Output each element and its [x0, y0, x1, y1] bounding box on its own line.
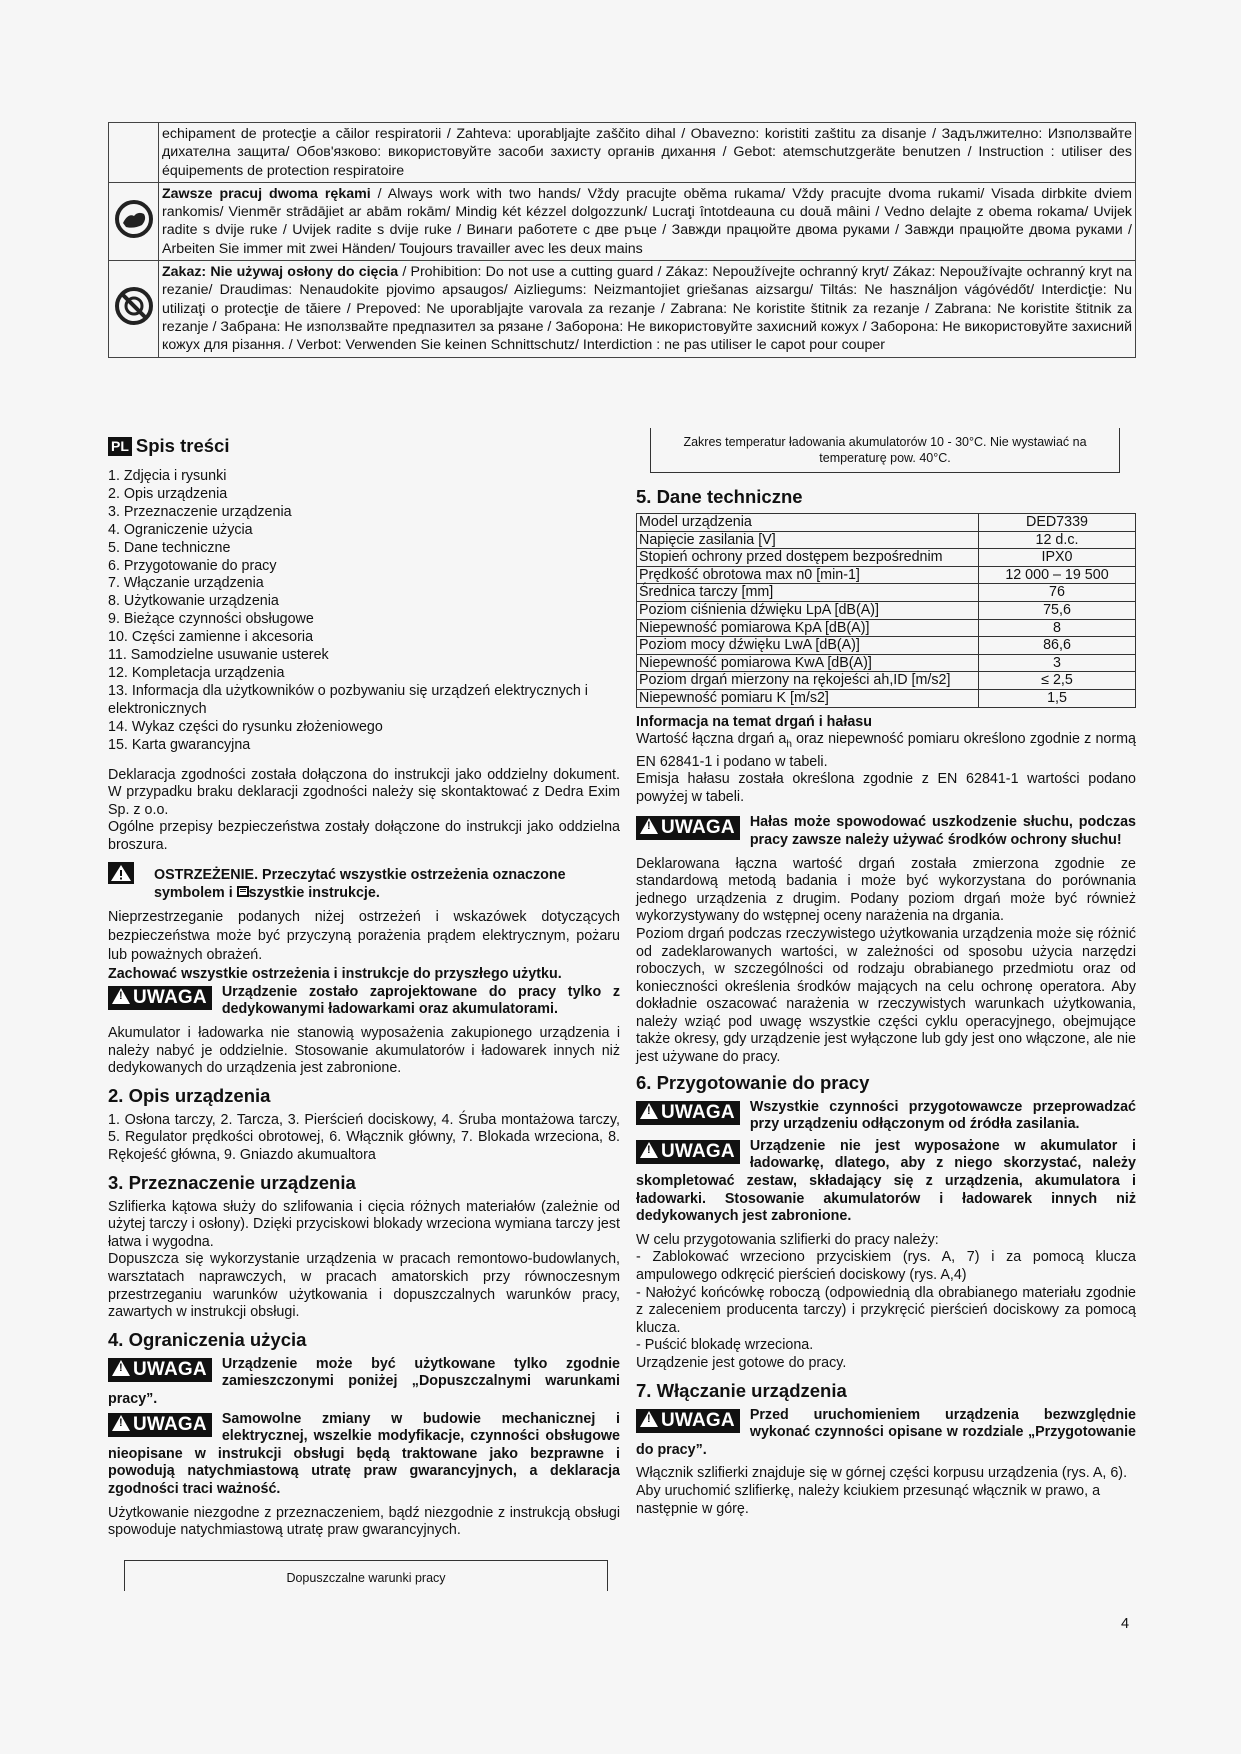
section-7-p2: Aby uruchomić szlifierkę, należy kciukiem przesunąć włącznik w prawo, a następnie w górę.	[636, 1482, 1101, 1517]
warning-block-2	[108, 1356, 620, 1409]
spec-label: Prędkość obrotowa max n0 [min-1]	[637, 566, 979, 584]
list-item: 6. Przygotowanie do pracy	[108, 557, 277, 574]
spec-value: 8	[979, 619, 1136, 637]
vibration-p4: Poziom drgań podczas rzeczywistego użytkowania urządzenia może się różnić od zadeklarowanych wartości, w zależności od sposobu użycia narzędzi roboczych, w szczególności od rodzaju obrabianego przedmiotu oraz od konieczności określenia środków mających na celu ochronę operatora. Aby dokładnie oszacować narażenia w rzeczywistych warunkach użytkowania, należy wziąć pod uwagę wszystkie części cyklu operacyjnego, obejmujące także okresy, gdy urządzenie jest wyłączone lub gdy jest ono włączone, ale nie jest używane do pracy.	[636, 925, 1136, 1066]
table-row	[109, 123, 1136, 183]
ostrzezenie-block	[108, 862, 620, 902]
pl-badge: PL	[108, 437, 132, 456]
list-item: 13. Informacja dla użytkowników o pozbywaniu się urządzeń elektrycznych i elektronicznych	[108, 682, 588, 717]
section-3-p1: Szlifierka kątowa służy do szlifowania i cięcia różnych materiałów (zależnie od użytej tarczy i osłony). Dzięki przyciskowi blokady wrzeciona wymiana tarczy jest łatwa i wygodna.	[108, 1198, 620, 1250]
two-hands-bold: Zawsze pracuj dwoma rękami	[162, 185, 371, 202]
table-row	[637, 531, 1136, 549]
respirator-text: echipament de protecţie a căilor respiratorii / Zahteva: uporabljajte zaščito dihal / Obavezno: koristiti zaštitu za disanje / Задължително: Използвайте дихателна защита/ Обов'язково: використовуйте засоби захисту органів дихання / Gebot: atemschutzgeräte benutzen / Instruction : utiliser des équipements de protection respiratoire	[159, 123, 1136, 183]
no-guard-bold: Zakaz: Nie używaj osłony do cięcia	[162, 264, 399, 281]
spec-table	[636, 513, 1136, 708]
uwaga-label: UWAGA	[133, 986, 207, 1008]
uwaga-badge	[636, 1140, 740, 1164]
vibration-p2: Emisja hałasu została określona zgodnie z EN 62841-1 wartości podano powyżej w tabeli.	[636, 771, 1136, 805]
vibration-p1	[636, 731, 1136, 771]
warning-block-5	[636, 1099, 1136, 1134]
warning-text-6: Urządzenie nie jest wyposażone w akumulator i ładowarkę, dlatego, aby z niego skorzystać, należy skompletować zestaw, składający się z urządzenia, akumulatora i ładowarki. Stosowanie akumulatorów i ładowarek innych niż dedykowanych jest zabronione.	[636, 1137, 1136, 1225]
spec-value: 1,5	[979, 689, 1136, 707]
spec-value: IPX0	[979, 549, 1136, 567]
ostrzezenie-i: i	[228, 885, 233, 902]
vibration-title: Informacja na temat drgań i hałasu	[636, 713, 872, 730]
list-item: 11. Samodzielne usuwanie usterek	[108, 647, 329, 664]
list-item: 5. Dane techniczne	[108, 539, 231, 556]
list-item: 7. Włączanie urządzenia	[108, 575, 264, 592]
table-row	[637, 601, 1136, 619]
two-hands-rest: / Always work with two hands/ Vždy pracujte oběma rukama/ Vždy pracujte dvoma rukami/ Visada dirbkite dviem rankomis/ Vienmēr strādājiet ar abām rokām/ Mindig két kézzel dolgozzunk/ Lucraţi întotdeauna cu două mâini / Vedno delajte z obema rokama/ Uvijek radite s dvije ruke / Uvijek radite s dvije ruke / Винаги работете с две ръце / Завжди працюйте двома руками / Завжди працюйте двома руками / Arbeiten Sie immer mit zwei Händen/ Toujours travailler avec les deux mains	[162, 185, 1132, 257]
warning-triangle-icon: !	[640, 1103, 658, 1119]
section-4-title: 4. Ograniczenia użycia	[108, 1328, 307, 1350]
warning-text-3: Samowolne zmiany w budowie mechanicznej i elektrycznej, wszelkie modyfikacje, czynności obsługowe nieopisane w instrukcji obsługi będą traktowane jako bezprawne i powodują natychmiastową utratę praw gwarancyjnych, a deklaracja zgodności traci ważność.	[108, 1410, 620, 1497]
table-row	[637, 514, 1136, 532]
spec-label: Niepewność pomiarowa KpA [dB(A)]	[637, 619, 979, 637]
uwaga-badge	[108, 986, 212, 1010]
warning-text-2: Urządzenie może być użytkowane tylko zgodnie zamieszczonymi poniżej „Dopuszczalnymi warunkami pracy”.	[108, 1355, 620, 1407]
table-row	[109, 261, 1136, 357]
table-row	[637, 637, 1136, 655]
right-column	[636, 428, 1136, 1518]
warning-block-6	[636, 1138, 1136, 1226]
section-2-text: 1. Osłona tarczy, 2. Tarcza, 3. Pierścień dociskowy, 4. Śruba montażowa tarczy, 5. Regulator prędkości obrotowej, 6. Włącznik główny, 7. Blokada wrzeciona, 8. Rękojeść główna, 9. Gniazdo akumualtora	[108, 1111, 620, 1163]
section-7-p1: Włącznik szlifierki znajduje się w górnej części korpusu urządzenia (rys. A, 6).	[636, 1465, 1128, 1482]
section-3-p2: Dopuszcza się wykorzystanie urządzenia w pracach remontowo-budowlanych, warsztatach naprawczych, w pracach amatorskich przy równoczesnym przestrzeganiu warunków użytkowania i dopuszczalnych warunków pracy, zawartych w instrukcji obsługi.	[108, 1251, 620, 1321]
uwaga-badge	[108, 1358, 212, 1382]
section-3-title: 3. Przeznaczenie urządzenia	[108, 1171, 356, 1193]
spec-label: Niepewność pomiarowa KwA [dB(A)]	[637, 654, 979, 672]
uwaga-badge	[636, 1409, 740, 1433]
uwaga-label: UWAGA	[133, 1358, 207, 1380]
vibration-p3: Deklarowana łączna wartość drgań została zmierzona zgodnie ze standardową metodą badania i może być wykorzystana do porównania jednego urządzenia z drugim. Podany poziom drgań może być również wykorzystywany do wstępnej oceny narażenia na drgania.	[636, 855, 1136, 925]
table-row	[637, 689, 1136, 707]
spec-value: 12 000 – 19 500	[979, 566, 1136, 584]
spec-value: 86,6	[979, 637, 1136, 655]
vibration-p1-a: Wartość łączna drgań a	[636, 731, 787, 748]
warning-block-4	[636, 814, 1136, 849]
table-row	[637, 584, 1136, 602]
list-item: 12. Kompletacja urządzenia	[108, 664, 285, 681]
no-cutting-guard-text	[159, 261, 1136, 357]
ostrzezenie-tail: szystkie instrukcje.	[248, 885, 380, 902]
uwaga-badge	[636, 816, 740, 840]
page-number: 4	[1121, 1616, 1130, 1632]
spec-label: Poziom mocy dźwięku LwA [dB(A)]	[637, 637, 979, 655]
warning-triangle-icon: !	[640, 818, 658, 834]
spec-label: Model urządzenia	[637, 514, 979, 532]
table-row	[637, 654, 1136, 672]
spec-value: 3	[979, 654, 1136, 672]
s6-line: W celu przygotowania szlifierki do pracy należy:	[636, 1231, 939, 1248]
left-column	[108, 434, 620, 1591]
list-item: 14. Wykaz części do rysunku złożeniowego	[108, 718, 383, 735]
list-item: 1. Zdjęcia i rysunki	[108, 468, 227, 484]
warning-text-1: Urządzenie zostało zaprojektowane do pracy tylko z dedykowanymi ładowarkami oraz akumulatorami.	[221, 983, 620, 1018]
table-row	[109, 182, 1136, 260]
declaration-text: Deklaracja zgodności została dołączona do instrukcji jako oddzielny dokument. W przypadku braku deklaracji zgodności należy się skontaktować z Dedra Exim Sp. z o.o.	[108, 766, 620, 818]
uwaga-label: UWAGA	[661, 1140, 735, 1162]
list-item: 15. Karta gwarancyjna	[108, 736, 251, 753]
warning-triangle-icon: !	[112, 988, 130, 1004]
manual-icon	[237, 886, 249, 897]
table-row	[637, 672, 1136, 690]
list-item: 8. Użytkowanie urządzenia	[108, 593, 279, 610]
table-row	[637, 549, 1136, 567]
uwaga-label: UWAGA	[661, 1101, 735, 1123]
toc-list	[108, 468, 620, 755]
safety-pictogram-table	[108, 122, 1136, 358]
list-item: 2. Opis urządzenia	[108, 485, 228, 502]
respirator-icon-cell	[109, 123, 159, 183]
toc-title: Spis treści	[135, 435, 230, 456]
spec-value: 75,6	[979, 601, 1136, 619]
battery-text: Akumulator i ładowarka nie stanowią wyposażenia zakupionego urządzenia i należy nabyć je oddzielnie. Stosowanie akumulatorów i ładowarek innych niż dedykowanych do urządzenia jest zabronione.	[108, 1025, 620, 1077]
warning-text-4: Hałas może spowodować uszkodzenie słuchu, podczas pracy zawsze należy używać środków ochrony słuchu!	[749, 814, 1136, 848]
table-row	[637, 566, 1136, 584]
conditions-box	[124, 1560, 608, 1591]
spec-label: Napięcie zasilania [V]	[637, 531, 979, 549]
temperature-box	[650, 428, 1120, 473]
uwaga-label: UWAGA	[661, 817, 735, 839]
warning-block-3	[108, 1411, 620, 1499]
warning-block-7	[636, 1407, 1136, 1460]
spec-label: Poziom drgań mierzony na rękojeści ah,ID [m/s2]	[637, 672, 979, 690]
uwaga-label: UWAGA	[661, 1409, 735, 1431]
warning-triangle-icon: !	[112, 1360, 130, 1376]
warning-block-1	[108, 984, 620, 1019]
section-5-title: 5. Dane techniczne	[636, 486, 803, 507]
section-4-text: Użytkowanie niezgodne z przeznaczeniem, bądź niezgodnie z instrukcją obsługi spowoduje natychmiastową utratę praw gwarancyjnych.	[108, 1504, 620, 1539]
spec-value: DED7339	[979, 514, 1136, 532]
two-hands-icon	[109, 182, 159, 260]
s6-line: - Nałożyć końcówkę roboczą (odpowiednią dla obrabianego materiału zgodnie z zaleceniem producenta tarczy) i przykręcić pierścień dociskowy za pomocą klucza.	[636, 1284, 1136, 1336]
general-rules-text: Ogólne przepisy bezpieczeństwa zostały dołączone do instrukcji jako oddzielna broszura.	[108, 819, 620, 853]
vibration-p1-b: oraz niepewność pomiaru określono zgodnie z normą EN 62841-1 i podano w tabeli.	[636, 731, 1136, 770]
section-7-title: 7. Włączanie urządzenia	[636, 1379, 847, 1401]
conditions-box-label: Dopuszczalne warunki pracy	[286, 1570, 446, 1585]
warning-text-7: Przed uruchomieniem urządzenia bezwzględnie wykonać czynności opisane w rozdziale „Przygotowanie do pracy”.	[636, 1406, 1136, 1458]
list-item: 3. Przeznaczenie urządzenia	[108, 503, 292, 520]
s6-line: - Puścić blokadę wrzeciona.	[636, 1337, 814, 1354]
vibration-sub: h	[786, 738, 792, 750]
no-cutting-guard-icon	[109, 261, 159, 357]
warning-text-5: Wszystkie czynności przygotowawcze przeprowadzać przy urządzeniu odłączonym od źródła zasilania.	[749, 1098, 1136, 1133]
spec-label: Stopień ochrony przed dostępem bezpośrednim	[637, 549, 979, 567]
spec-label: Średnica tarczy [mm]	[637, 584, 979, 602]
keep-instructions: Zachować wszystkie ostrzeżenia i instrukcje do przyszłego użytku.	[108, 966, 562, 983]
spec-value: 12 d.c.	[979, 531, 1136, 549]
section-6-title: 6. Przygotowanie do pracy	[636, 1071, 870, 1093]
spec-value: ≤ 2,5	[979, 672, 1136, 690]
s6-line: Urządzenie jest gotowe do pracy.	[636, 1354, 847, 1371]
ostrzezenie-title	[108, 862, 620, 902]
section-2-title: 2. Opis urządzenia	[108, 1084, 271, 1106]
two-hands-text	[159, 182, 1136, 260]
warning-triangle-icon	[108, 862, 136, 886]
list-item: 9. Bieżące czynności obsługowe	[108, 611, 314, 628]
temperature-box-text: Zakres temperatur ładowania akumulatorów 10 - 30°C. Nie wystawiać na temperaturę pow. 40°C.	[683, 435, 1087, 465]
warning-triangle-icon: !	[640, 1411, 658, 1427]
warning-triangle-icon: !	[640, 1142, 658, 1158]
uwaga-label: UWAGA	[133, 1413, 207, 1435]
list-item: 4. Ograniczenie użycia	[108, 521, 253, 538]
s6-line: - Zablokować wrzeciono przyciskiem (rys. A, 7) i za pomocą klucza ampulowego odkręcić pierścień dociskowy (rys. A,4)	[636, 1249, 1136, 1284]
ostrzezenie-title-text: OSTRZEŻENIE. Przeczytać wszystkie ostrzeżenia oznaczone symbolem	[154, 867, 566, 902]
no-guard-rest: / Prohibition: Do not use a cutting guard / Zákaz: Nepoužívejte ochranný kryt/ Zákaz: Nepoužívajte ochranný kryt na rezanie/ Draudimas: Nenaudokite pjovimo apsaugos/ Aizliegums: Neizmantojiet griešanas aizsargu/ Tiltás: Ne használjon vágóvédőt/ Interdicţie: Nu utilizaţi o protecţie de tăiere / Prepoved: Ne uporabljajte varovala za rezanje / Zabrana: Ne koristite štitnik za rezanje / Zabrana: Ne koristite štitnik za rezanje / Забрана: Не използвайте предпазител за рязане / Заборона: Не використовуйте захисний кожух / Заборона: Не використовуйте захисний кожух для різання. / Verbot: Verwenden Sie keinen Schnittschutz/ Interdiction : ne pas utiliser le capot pour couper	[162, 264, 1132, 354]
spec-value: 76	[979, 584, 1136, 602]
uwaga-badge	[108, 1413, 212, 1437]
ostrzezenie-body: Nieprzestrzeganie podanych niżej ostrzeżeń i wskazówek dotyczących bezpieczeństwa może być przyczyną porażenia prądem elektrycznym, pożaru lub poważnych obrażeń.	[108, 909, 620, 963]
table-row	[637, 619, 1136, 637]
warning-triangle-icon: !	[112, 1415, 130, 1431]
spec-label: Poziom ciśnienia dźwięku LpA [dB(A)]	[637, 601, 979, 619]
uwaga-badge	[636, 1101, 740, 1125]
spec-label: Niepewność pomiaru K [m/s2]	[637, 689, 979, 707]
toc-heading	[108, 434, 620, 458]
list-item: 10. Części zamienne i akcesoria	[108, 629, 314, 646]
